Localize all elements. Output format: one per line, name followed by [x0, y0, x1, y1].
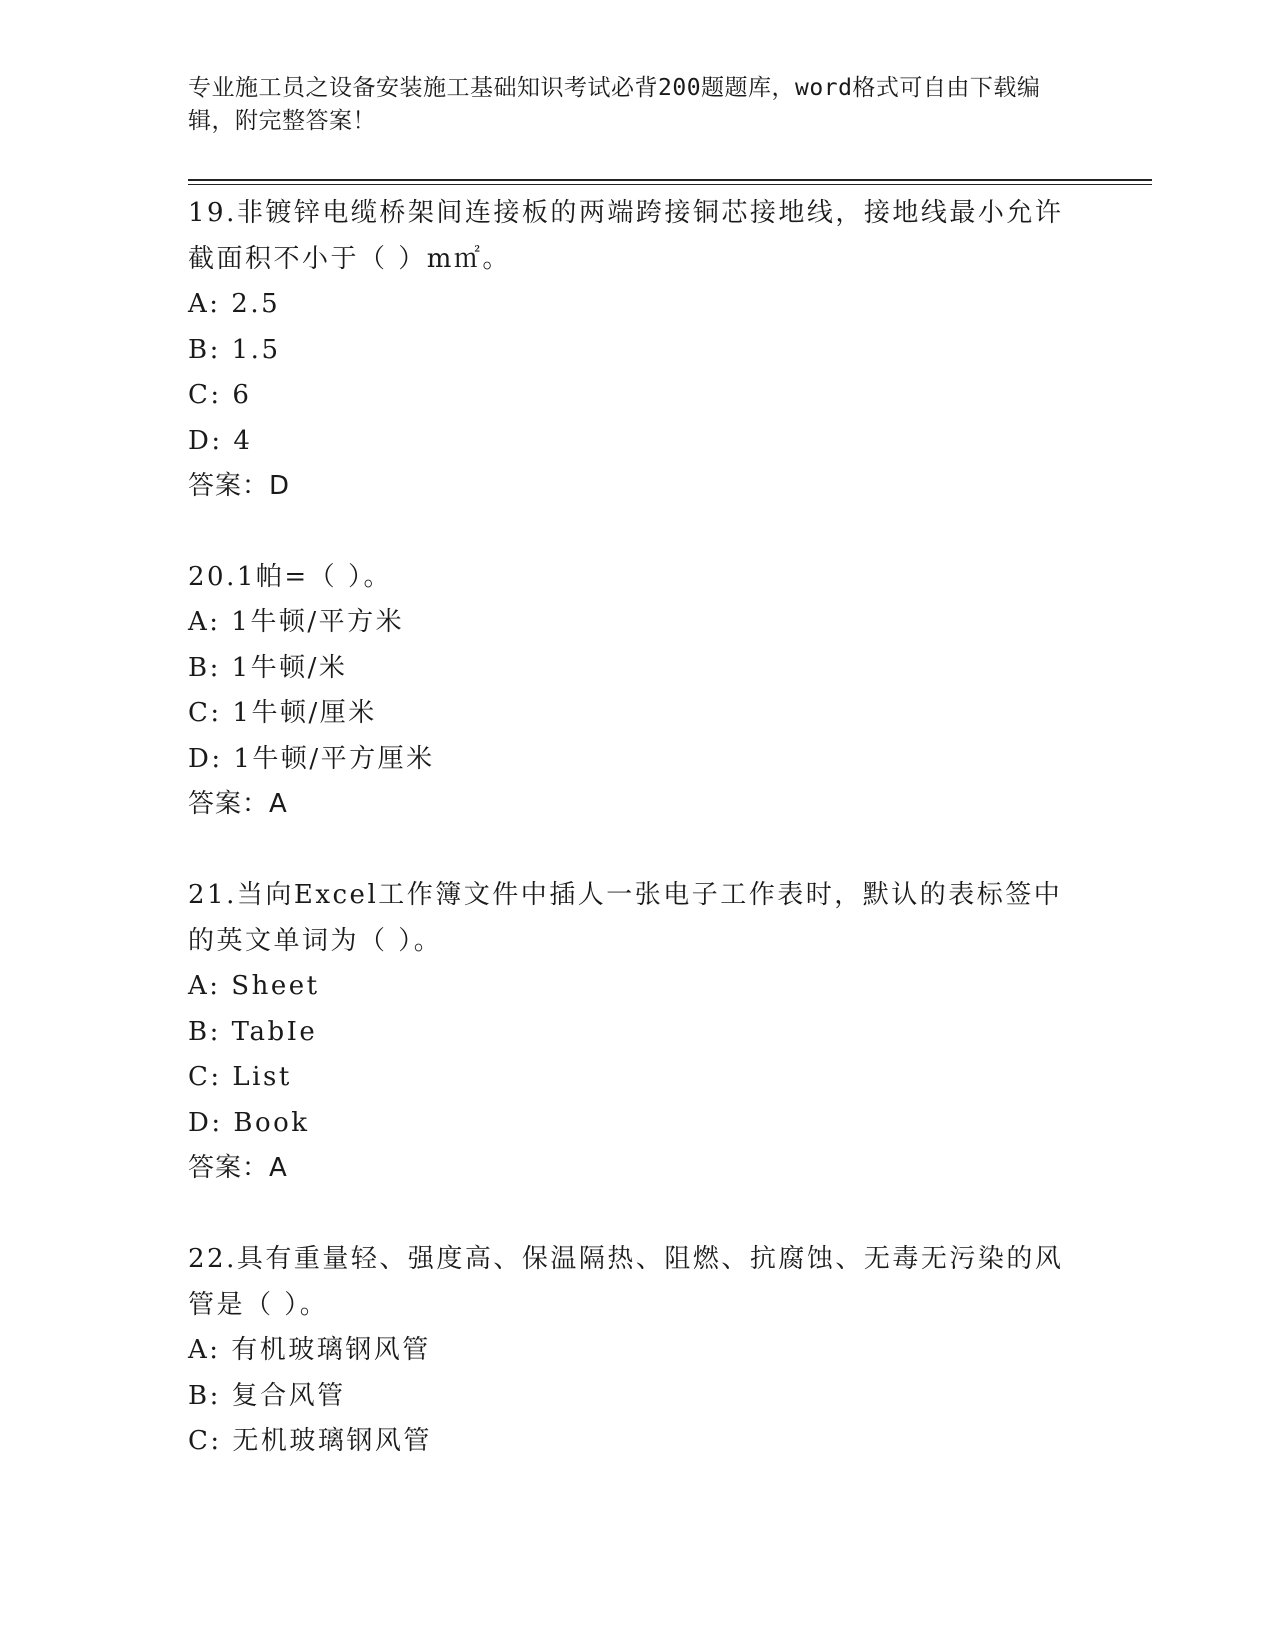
- option-b: B: 1牛顿/米: [188, 652, 348, 683]
- answer-line: 答案：A: [188, 789, 288, 819]
- option-a: A: 2.5: [188, 289, 281, 319]
- option-b: B: 复合风管: [188, 1380, 346, 1411]
- option-c: C: List: [188, 1062, 292, 1092]
- option-c: C: 1牛顿/厘米: [188, 698, 377, 728]
- answer-line: 答案：A: [188, 1153, 288, 1183]
- question-22: [188, 1236, 1088, 1465]
- option-a: A: 1牛顿/平方米: [188, 607, 405, 637]
- question-20: [188, 554, 1088, 826]
- document-header: 专业施工员之设备安装施工基础知识考试必背200题题库，word格式可自由下载编辑，附完整答案！: [188, 75, 1041, 134]
- option-b: B: TabIe: [188, 1016, 318, 1047]
- option-c: C: 6: [188, 380, 252, 410]
- option-d: D: Book: [188, 1107, 310, 1138]
- option-c: C: 无机玻璃钢风管: [188, 1426, 432, 1456]
- option-a: A: 有机玻璃钢风管: [188, 1335, 431, 1365]
- question-21: [188, 872, 1088, 1190]
- question-list: [188, 190, 1088, 1511]
- option-b: B: 1.5: [188, 334, 281, 365]
- option-d: D: 1牛顿/平方厘米: [188, 743, 435, 774]
- question-text: 19.非镀锌电缆桥架间连接板的两端跨接铜芯接地线，接地线最小允许截面积不小于（ ）m㎡。: [188, 198, 1064, 274]
- option-a: A: Sheet: [188, 971, 320, 1001]
- question-text: 20.1帕=（ ）。: [188, 562, 392, 592]
- question-19: [188, 190, 1088, 508]
- question-text: 22.具有重量轻、强度高、保温隔热、阻燃、抗腐蚀、无毒无污染的风管是（ ）。: [188, 1244, 1064, 1320]
- header-divider-thick: [188, 179, 1152, 181]
- header-divider-thin: [188, 184, 1152, 185]
- question-text: 21.当向Excel工作簿文件中插人一张电子工作表时，默认的表标签中的英文单词为（ ）。: [188, 880, 1063, 956]
- answer-line: 答案：D: [188, 471, 291, 501]
- option-d: D: 4: [188, 425, 253, 456]
